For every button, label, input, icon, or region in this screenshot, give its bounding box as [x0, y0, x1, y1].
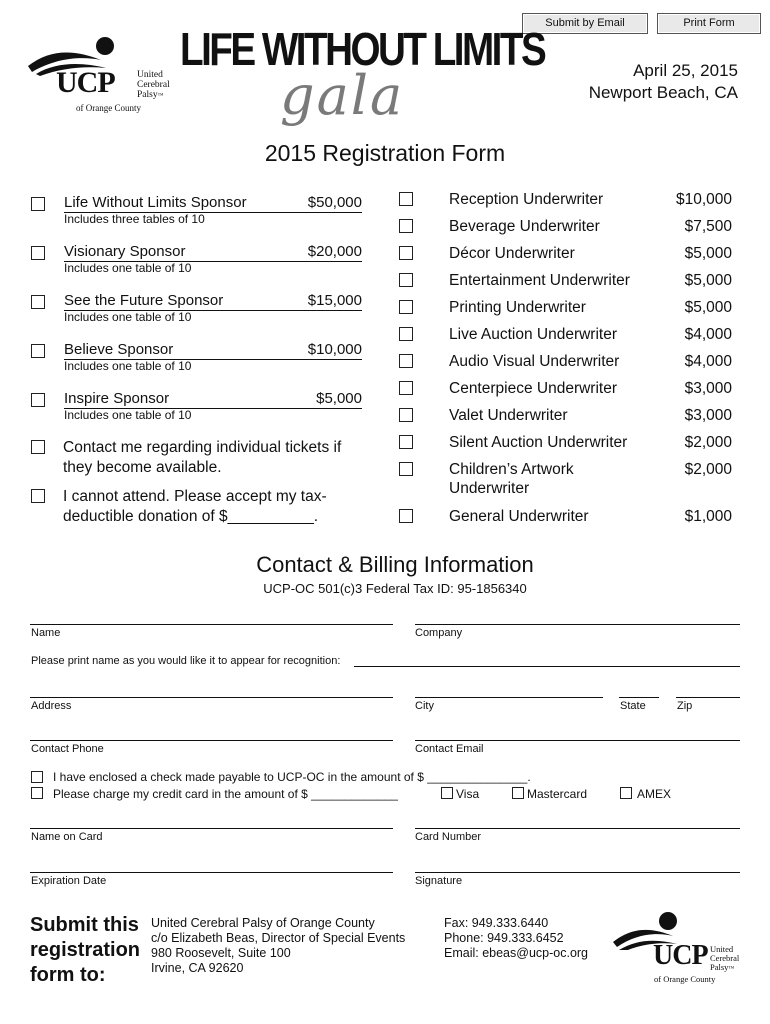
underwriter-price: $3,000 — [684, 380, 732, 397]
visa-checkbox[interactable] — [441, 787, 453, 799]
underwriter-checkbox[interactable] — [399, 381, 413, 395]
name-field[interactable] — [30, 624, 393, 625]
logo-org-name: United Cerebral Palsy™ — [137, 70, 170, 100]
company-field[interactable] — [415, 624, 740, 625]
event-date: April 25, 2015 — [633, 61, 738, 80]
underwriter-price: $7,500 — [684, 218, 732, 235]
check-payment-checkbox[interactable] — [31, 771, 43, 783]
email-label: Contact Email — [415, 743, 484, 755]
contact-info: Fax: 949.333.6440 Phone: 949.333.6452 Email: ebeas@ucp-oc.org — [444, 916, 589, 960]
expiration-field[interactable] — [30, 872, 393, 873]
form-title: 2015 Registration Form — [264, 140, 506, 166]
mastercard-label: Mastercard — [527, 787, 588, 801]
underwriter-price: $5,000 — [684, 299, 732, 316]
underwriter-checkbox[interactable] — [399, 192, 413, 206]
logo-abbrev: UCP — [56, 66, 115, 99]
logo-region: of Orange County — [654, 974, 716, 984]
sponsor-item: Inspire Sponsor $5,000 — [64, 390, 362, 407]
submit-by-email-button[interactable]: Submit by Email — [522, 13, 648, 34]
email-field[interactable] — [415, 740, 740, 741]
visa-label: Visa — [456, 787, 480, 801]
phone-field[interactable] — [30, 740, 393, 741]
amex-label: AMEX — [637, 787, 672, 801]
sponsor-checkbox[interactable] — [31, 344, 45, 358]
underwriter-checkbox[interactable] — [399, 354, 413, 368]
event-title: LIFE WITHOUT LIMITS — [180, 23, 545, 75]
card-number-label: Card Number — [415, 831, 482, 843]
underwriter-name: Printing Underwriter — [449, 299, 586, 316]
print-form-button[interactable]: Print Form — [657, 13, 761, 34]
billing-section-title: Contact & Billing Information — [256, 552, 534, 577]
underwriter-price: $1,000 — [684, 508, 732, 525]
sponsor-checkbox[interactable] — [31, 246, 45, 260]
underwriter-checkbox[interactable] — [399, 300, 413, 314]
underwriter-name: Beverage Underwriter — [449, 218, 600, 235]
sponsor-note: Includes one table of 10 — [64, 310, 192, 324]
underwriter-name: General Underwriter — [449, 508, 589, 525]
state-label: State — [620, 700, 646, 712]
underwriter-checkbox[interactable] — [399, 327, 413, 341]
signature-label: Signature — [415, 875, 463, 887]
underwriter-name: Décor Underwriter — [449, 245, 575, 262]
sponsor-note: Includes three tables of 10 — [64, 212, 205, 226]
donation-checkbox[interactable] — [31, 489, 45, 503]
underwriter-checkbox[interactable] — [399, 273, 413, 287]
sponsor-checkbox[interactable] — [31, 197, 45, 211]
sponsor-item: Life Without Limits Sponsor $50,000 — [64, 194, 362, 211]
event-subtitle: gala — [280, 64, 405, 127]
sponsor-checkbox[interactable] — [31, 393, 45, 407]
name-label: Name — [31, 627, 61, 639]
underwriter-name: Reception Underwriter — [449, 191, 604, 208]
zip-field[interactable] — [676, 697, 740, 698]
amex-checkbox[interactable] — [620, 787, 632, 799]
logo-abbrev: UCP — [653, 940, 708, 971]
state-field[interactable] — [619, 697, 659, 698]
sponsor-note: Includes one table of 10 — [64, 359, 192, 373]
donation-text: I cannot attend. Please accept my tax-deductible donation of $__________. — [63, 488, 327, 525]
sponsor-note: Includes one table of 10 — [64, 261, 192, 275]
city-field[interactable] — [415, 697, 603, 698]
underwriter-price: $2,000 — [684, 461, 732, 478]
event-location: Newport Beach, CA — [588, 83, 738, 102]
mailing-address: United Cerebral Palsy of Orange County c/o Elizabeth Beas, Director of Special Events 980 Roosevelt, Suite 100 Irvine, CA 92620 — [151, 916, 406, 975]
underwriter-checkbox[interactable] — [399, 219, 413, 233]
ucp-logo — [26, 36, 176, 116]
recognition-field[interactable] — [354, 666, 740, 667]
recognition-label: Please print name as you would like it to appear for recognition: — [31, 655, 341, 667]
sponsor-item: See the Future Sponsor $15,000 — [64, 292, 362, 309]
underwriter-price: $2,000 — [684, 434, 732, 451]
logo-org-name: United Cerebral Palsy™ — [710, 944, 740, 972]
underwriter-price: $5,000 — [684, 245, 732, 262]
credit-card-text: Please charge my credit card in the amount of $ _____________ — [53, 787, 398, 801]
phone-label: Contact Phone — [31, 743, 104, 755]
underwriter-name: Audio Visual Underwriter — [449, 353, 620, 370]
company-label: Company — [415, 627, 463, 639]
check-payment-text: I have enclosed a check made payable to UCP-OC in the amount of $ _______________. — [53, 770, 531, 784]
underwriter-name: Silent Auction Underwriter — [449, 434, 628, 451]
underwriter-price: $4,000 — [684, 353, 732, 370]
name-on-card-label: Name on Card — [31, 831, 103, 843]
underwriter-name: Centerpiece Underwriter — [449, 380, 617, 397]
card-number-field[interactable] — [415, 828, 740, 829]
underwriter-name: Valet Underwriter — [449, 407, 568, 424]
underwriter-name: Live Auction Underwriter — [449, 326, 617, 343]
address-field[interactable] — [30, 697, 393, 698]
underwriter-checkbox[interactable] — [399, 509, 413, 523]
tax-id: UCP-OC 501(c)3 Federal Tax ID: 95-1856340 — [263, 581, 527, 596]
underwriter-checkbox[interactable] — [399, 246, 413, 260]
underwriter-price: $4,000 — [684, 326, 732, 343]
contact-tickets-text: Contact me regarding individual tickets if they become available. — [63, 439, 342, 476]
underwriter-name: Children’s Artwork Underwriter — [449, 461, 574, 497]
mastercard-checkbox[interactable] — [512, 787, 524, 799]
underwriter-name: Entertainment Underwriter — [449, 272, 630, 289]
sponsor-checkbox[interactable] — [31, 295, 45, 309]
address-label: Address — [31, 700, 72, 712]
underwriter-price: $10,000 — [675, 191, 732, 208]
expiration-label: Expiration Date — [31, 875, 107, 887]
event-info — [589, 60, 738, 104]
underwriter-price: $5,000 — [684, 272, 732, 289]
underwriter-checkbox[interactable] — [399, 462, 413, 476]
submit-heading: Submit this registration form to: — [30, 914, 141, 986]
credit-card-checkbox[interactable] — [31, 787, 43, 799]
sponsor-item: Believe Sponsor $10,000 — [64, 341, 362, 358]
zip-label: Zip — [677, 700, 693, 712]
logo-region: of Orange County — [76, 103, 141, 113]
name-on-card-field[interactable] — [30, 828, 393, 829]
contact-tickets-checkbox[interactable] — [31, 440, 45, 454]
underwriter-checkbox[interactable] — [399, 435, 413, 449]
city-label: City — [415, 700, 434, 712]
signature-field[interactable] — [415, 872, 740, 873]
sponsor-note: Includes one table of 10 — [64, 408, 192, 422]
ucp-logo-bottom — [611, 910, 761, 990]
contact-email: Email: ebeas@ucp-oc.org — [444, 946, 589, 960]
sponsor-item: Visionary Sponsor $20,000 — [64, 243, 362, 260]
underwriter-checkbox[interactable] — [399, 408, 413, 422]
underwriter-price: $3,000 — [684, 407, 732, 424]
